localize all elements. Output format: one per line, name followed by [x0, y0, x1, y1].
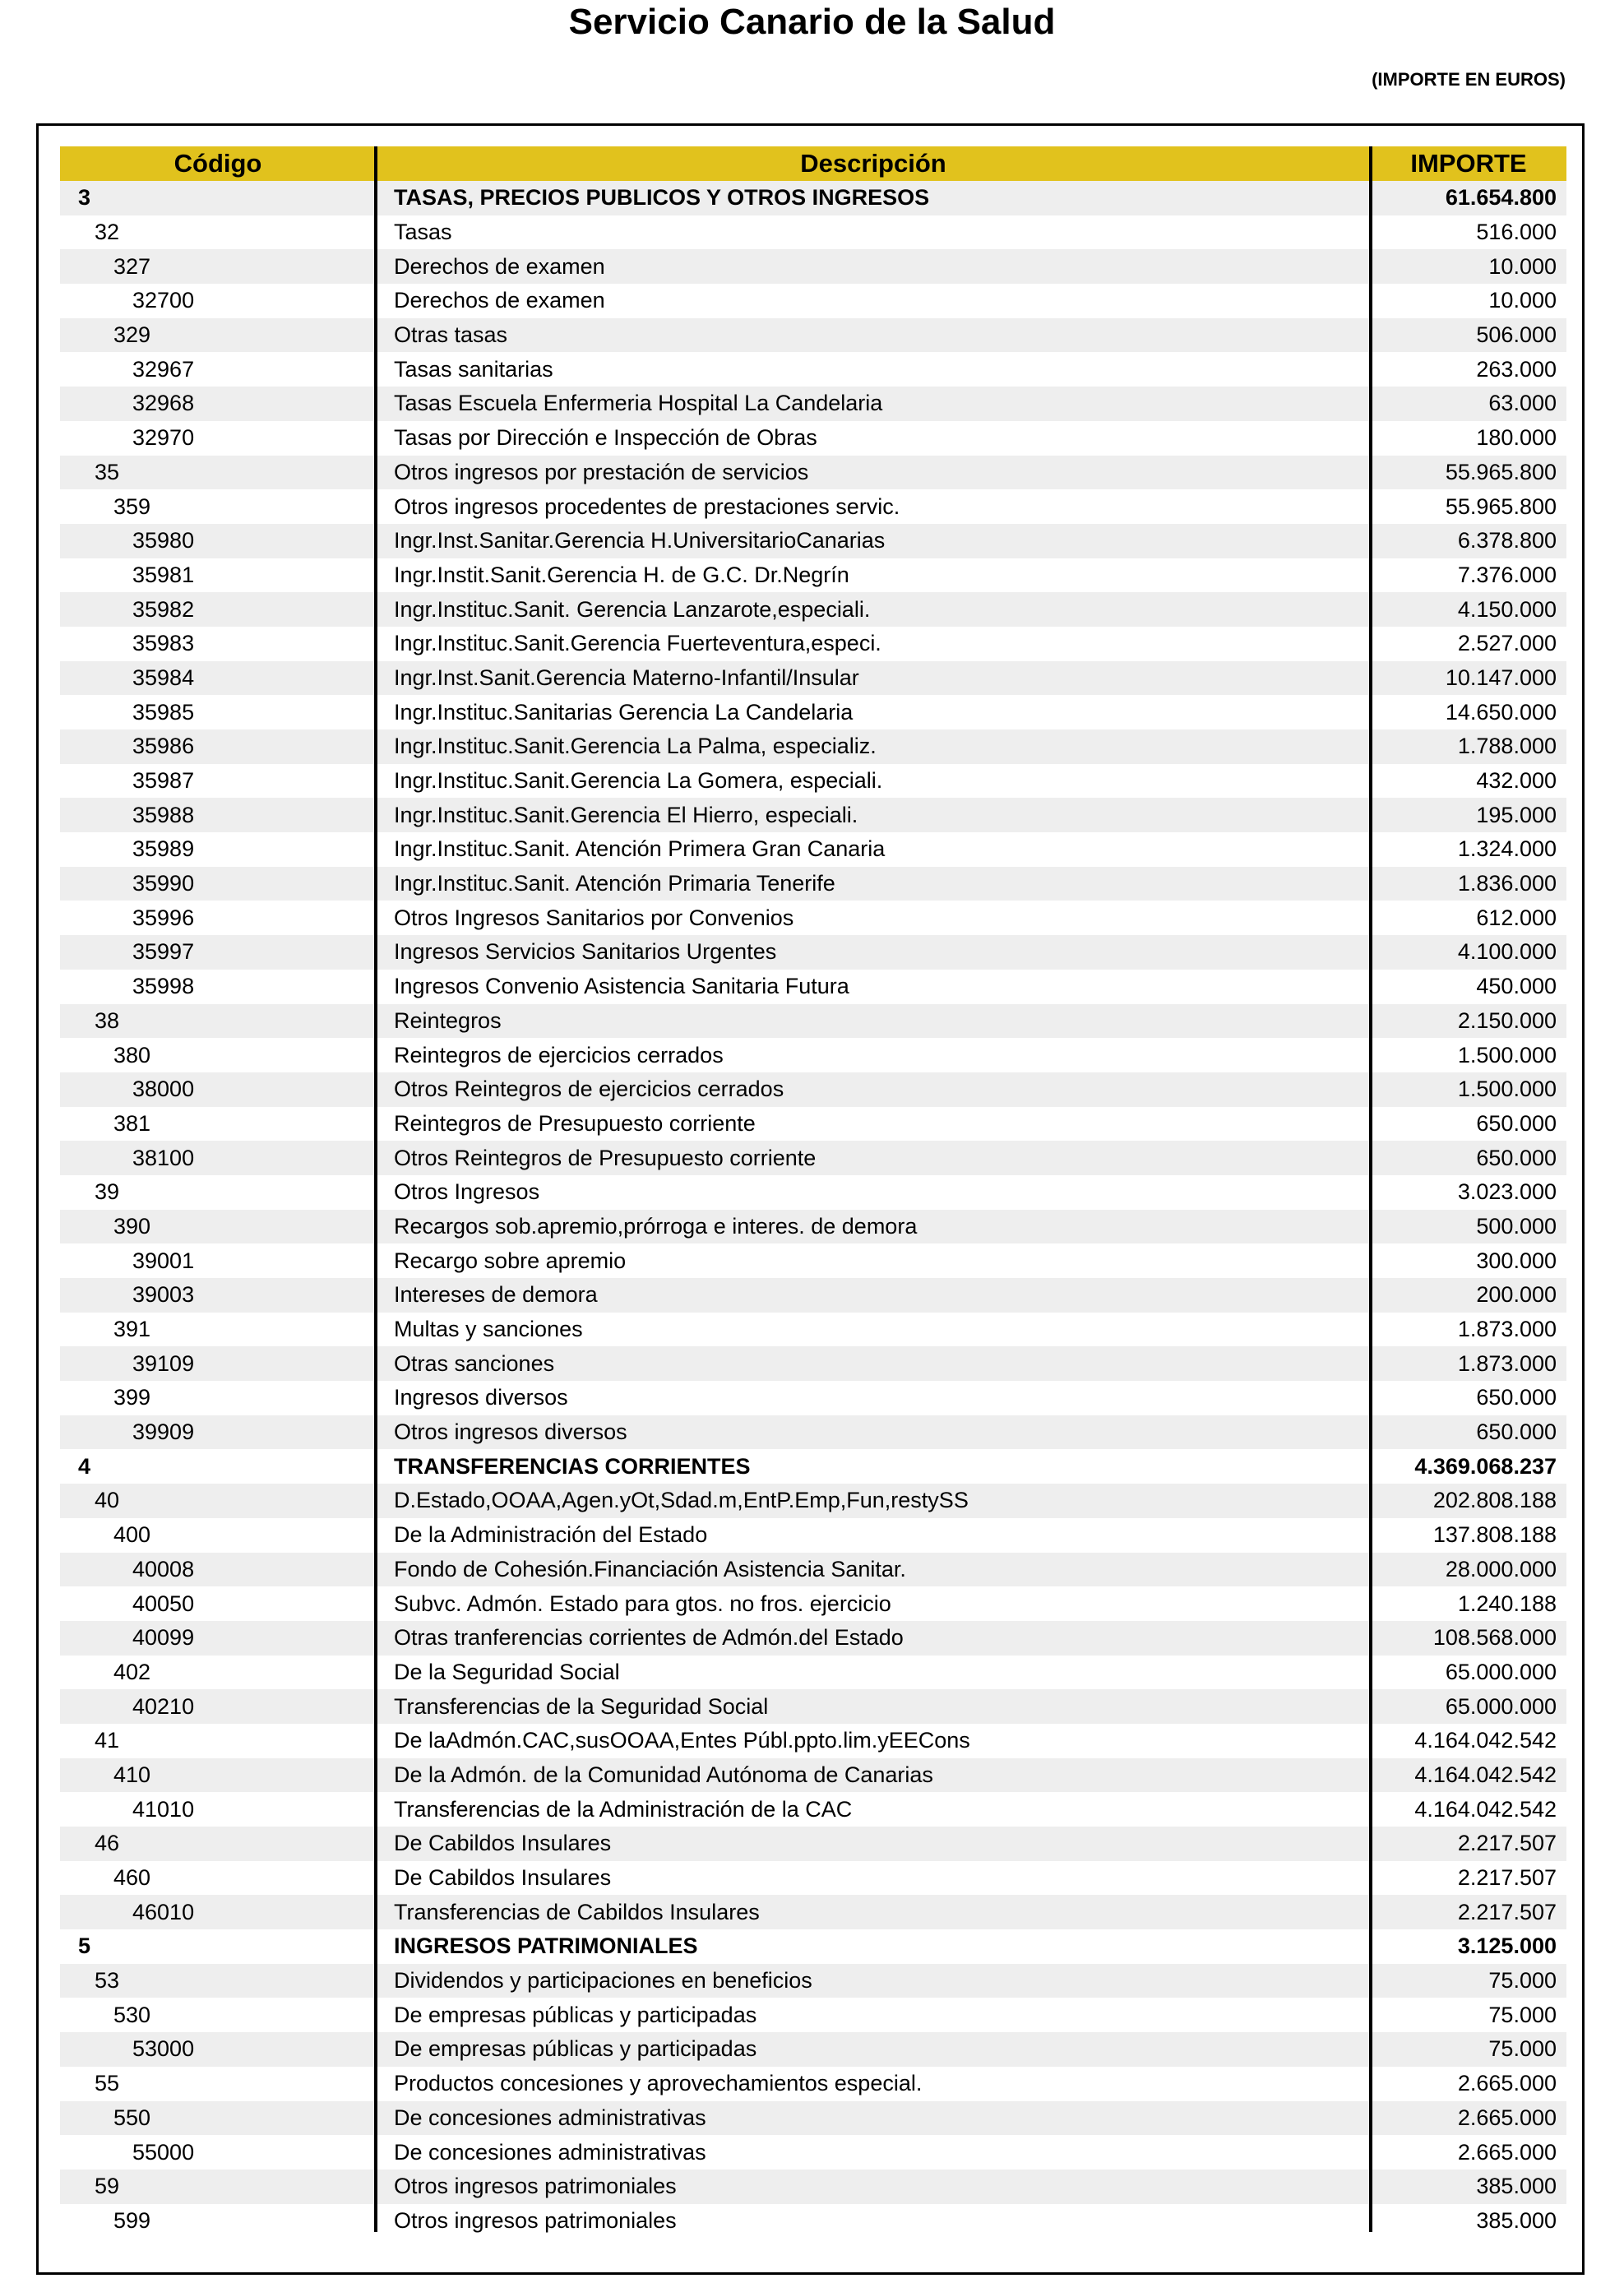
row-code: 3: [78, 185, 91, 211]
row-code: 41010: [132, 1796, 195, 1822]
table-row: [60, 1724, 1566, 1758]
table-row: [60, 1964, 1566, 1998]
row-code: 400: [113, 1522, 151, 1548]
row-description: Intereses de demora: [394, 1282, 598, 1308]
row-amount: 1.836.000: [1457, 871, 1557, 896]
row-code: 39003: [132, 1282, 195, 1308]
row-code: 35996: [132, 905, 195, 930]
row-description: Dividendos y participaciones en beneficios: [394, 1968, 812, 1994]
table-row: [60, 558, 1566, 593]
row-amount: 55.965.800: [1445, 459, 1557, 484]
table-row: [60, 1278, 1566, 1313]
row-description: Ingr.Instituc.Sanit.Gerencia Fuerteventura,especi.: [394, 631, 881, 656]
column-divider-2: [1369, 146, 1372, 2232]
row-amount: 75.000: [1488, 2002, 1557, 2027]
row-description: Otros ingresos patrimoniales: [394, 2207, 677, 2233]
row-amount: 75.000: [1488, 1968, 1557, 1994]
table-row: [60, 1586, 1566, 1621]
row-code: 35981: [132, 562, 195, 587]
row-description: Ingresos diversos: [394, 1385, 568, 1410]
row-code: 40: [95, 1488, 120, 1513]
row-description: Ingresos Convenio Asistencia Sanitaria Futura: [394, 974, 849, 999]
table-row: [60, 2067, 1566, 2101]
table-row: [60, 249, 1566, 284]
column-header-description: Descripción: [800, 149, 946, 178]
row-code: 38100: [132, 1145, 195, 1170]
row-description: Transferencias de Cabildos Insulares: [394, 1899, 760, 1924]
row-description: De Cabildos Insulares: [394, 1865, 612, 1891]
table-row: [60, 1792, 1566, 1827]
column-divider-1: [374, 146, 377, 2232]
row-amount: 4.164.042.542: [1414, 1728, 1557, 1753]
row-code: 35987: [132, 768, 195, 794]
row-amount: 650.000: [1476, 1385, 1557, 1410]
table-row: [60, 1210, 1566, 1244]
row-description: Derechos de examen: [394, 253, 605, 279]
row-code: 39109: [132, 1350, 195, 1376]
row-amount: 28.000.000: [1445, 1556, 1557, 1581]
table-row: [60, 2135, 1566, 2170]
row-description: Reintegros: [394, 1007, 502, 1033]
column-header-amount: IMPORTE: [1410, 149, 1527, 178]
row-amount: 2.150.000: [1457, 1007, 1557, 1033]
row-amount: 6.378.800: [1457, 528, 1557, 553]
row-description: Otros ingresos patrimoniales: [394, 2174, 677, 2199]
row-code: 40008: [132, 1556, 195, 1581]
row-amount: 2.217.507: [1457, 1865, 1557, 1891]
row-description: De la Seguridad Social: [394, 1659, 620, 1684]
row-description: Multas y sanciones: [394, 1317, 583, 1342]
table-row: [60, 798, 1566, 832]
row-description: Recargo sobre apremio: [394, 1248, 627, 1273]
row-description: Recargos sob.apremio,prórroga e interes. de demora: [394, 1213, 918, 1239]
table-row: [60, 1175, 1566, 1210]
row-code: 35984: [132, 665, 195, 690]
row-description: De concesiones administrativas: [394, 2139, 706, 2165]
row-description: INGRESOS PATRIMONIALES: [394, 1933, 698, 1959]
table-row: [60, 729, 1566, 764]
row-description: Ingr.Instituc.Sanit.Gerencia La Gomera, especiali.: [394, 768, 883, 794]
row-amount: 516.000: [1476, 220, 1557, 245]
row-code: 35998: [132, 974, 195, 999]
row-code: 55: [95, 2071, 120, 2096]
table-row: [60, 1827, 1566, 1861]
row-amount: 1.240.188: [1457, 1591, 1557, 1616]
row-code: 35985: [132, 699, 195, 725]
row-code: 35986: [132, 734, 195, 759]
row-amount: 202.808.188: [1432, 1488, 1557, 1513]
row-amount: 500.000: [1476, 1213, 1557, 1239]
row-amount: 506.000: [1476, 322, 1557, 348]
row-amount: 3.023.000: [1457, 1179, 1557, 1205]
page-title: Servicio Canario de la Salud: [568, 2, 1056, 42]
row-code: 399: [113, 1385, 151, 1410]
row-code: 39: [95, 1179, 120, 1205]
row-description: De la Admón. de la Comunidad Autónoma de Canarias: [394, 1762, 933, 1787]
row-code: 32970: [132, 425, 195, 451]
row-code: 359: [113, 493, 151, 519]
row-code: 5: [78, 1933, 91, 1959]
table-row: [60, 2101, 1566, 2136]
row-code: 53000: [132, 2036, 195, 2062]
column-header-code: Código: [174, 149, 262, 178]
row-code: 32967: [132, 356, 195, 382]
row-amount: 200.000: [1476, 1282, 1557, 1308]
table-row: [60, 832, 1566, 867]
row-code: 40099: [132, 1625, 195, 1651]
table-row: [60, 867, 1566, 901]
row-amount: 55.965.800: [1445, 493, 1557, 519]
table-row: [60, 1004, 1566, 1039]
row-amount: 195.000: [1476, 802, 1557, 827]
row-description: Ingr.Inst.Sanitar.Gerencia H.UniversitarioCanarias: [394, 528, 886, 553]
row-description: TRANSFERENCIAS CORRIENTES: [394, 1453, 751, 1479]
table-row: [60, 764, 1566, 799]
row-description: Subvc. Admón. Estado para gtos. no fros. ejercicio: [394, 1591, 891, 1616]
row-description: De empresas públicas y participadas: [394, 2036, 757, 2062]
row-description: Ingr.Instituc.Sanit. Atención Primera Gran Canaria: [394, 836, 886, 862]
row-code: 38000: [132, 1077, 195, 1102]
row-code: 35990: [132, 871, 195, 896]
row-amount: 263.000: [1476, 356, 1557, 382]
table-row: [60, 1313, 1566, 1347]
row-description: Transferencias de la Administración de la CAC: [394, 1796, 853, 1822]
row-description: Ingr.Instituc.Sanitarias Gerencia La Candelaria: [394, 699, 854, 725]
table-row: [60, 1415, 1566, 1450]
row-amount: 75.000: [1488, 2036, 1557, 2062]
row-amount: 432.000: [1476, 768, 1557, 794]
table-row: [60, 1998, 1566, 2032]
row-code: 55000: [132, 2139, 195, 2165]
table-header: [60, 146, 1566, 181]
row-amount: 180.000: [1476, 425, 1557, 451]
table-row: [60, 1518, 1566, 1553]
currency-note: (IMPORTE EN EUROS): [1372, 69, 1566, 90]
row-amount: 1.788.000: [1457, 734, 1557, 759]
row-amount: 385.000: [1476, 2207, 1557, 2233]
row-amount: 2.665.000: [1457, 2139, 1557, 2165]
row-code: 32: [95, 220, 120, 245]
table-row: [60, 1072, 1566, 1107]
row-amount: 300.000: [1476, 1248, 1557, 1273]
row-code: 327: [113, 253, 151, 279]
table-row: [60, 524, 1566, 558]
row-amount: 650.000: [1476, 1110, 1557, 1136]
table-row: [60, 489, 1566, 524]
row-amount: 650.000: [1476, 1419, 1557, 1445]
table-row: [60, 970, 1566, 1004]
row-amount: 2.665.000: [1457, 2105, 1557, 2130]
row-description: Otros Ingresos: [394, 1179, 540, 1205]
table-row: [60, 901, 1566, 935]
row-description: Ingr.Instituc.Sanit. Atención Primaria Tenerife: [394, 871, 835, 896]
row-description: Otros ingresos diversos: [394, 1419, 627, 1445]
row-amount: 10.147.000: [1445, 665, 1557, 690]
row-description: Otras tasas: [394, 322, 508, 348]
row-code: 35982: [132, 596, 195, 622]
table-row: [60, 1038, 1566, 1072]
row-code: 38: [95, 1007, 120, 1033]
row-amount: 4.100.000: [1457, 939, 1557, 965]
row-description: Reintegros de ejercicios cerrados: [394, 1042, 724, 1067]
row-code: 390: [113, 1213, 151, 1239]
table-row: [60, 1107, 1566, 1142]
table-row: [60, 2032, 1566, 2067]
row-amount: 61.654.800: [1445, 185, 1557, 211]
row-amount: 1.873.000: [1457, 1317, 1557, 1342]
row-code: 380: [113, 1042, 151, 1067]
table-row: [60, 935, 1566, 970]
row-code: 35: [95, 459, 120, 484]
table-row: [60, 1449, 1566, 1484]
row-code: 402: [113, 1659, 151, 1684]
row-amount: 4.150.000: [1457, 596, 1557, 622]
row-code: 550: [113, 2105, 151, 2130]
row-description: Ingr.Instituc.Sanit.Gerencia La Palma, especializ.: [394, 734, 877, 759]
row-code: 35988: [132, 802, 195, 827]
row-amount: 1.500.000: [1457, 1077, 1557, 1102]
row-description: Tasas por Dirección e Inspección de Obras: [394, 425, 817, 451]
row-amount: 10.000: [1488, 253, 1557, 279]
row-amount: 65.000.000: [1445, 1659, 1557, 1684]
row-code: 59: [95, 2174, 120, 2199]
row-amount: 650.000: [1476, 1145, 1557, 1170]
row-description: Ingr.Instituc.Sanit. Gerencia Lanzarote,especiali.: [394, 596, 871, 622]
row-description: D.Estado,OOAA,Agen.yOt,Sdad.m,EntP.Emp,Fun,restySS: [394, 1488, 969, 1513]
row-amount: 1.500.000: [1457, 1042, 1557, 1067]
table-row: [60, 1553, 1566, 1587]
table-row: [60, 1758, 1566, 1793]
row-description: De Cabildos Insulares: [394, 1831, 612, 1856]
table-row: [60, 284, 1566, 318]
table-row: [60, 1141, 1566, 1175]
row-code: 410: [113, 1762, 151, 1787]
row-amount: 385.000: [1476, 2174, 1557, 2199]
row-code: 35989: [132, 836, 195, 862]
table-row: [60, 2204, 1566, 2239]
row-code: 53: [95, 1968, 120, 1994]
table-row: [60, 1243, 1566, 1278]
row-description: Derechos de examen: [394, 288, 605, 313]
row-amount: 10.000: [1488, 288, 1557, 313]
row-amount: 3.125.000: [1457, 1933, 1557, 1959]
row-amount: 2.217.507: [1457, 1831, 1557, 1856]
table-row: [60, 1861, 1566, 1896]
row-code: 46010: [132, 1899, 195, 1924]
row-description: Fondo de Cohesión.Financiación Asistencia Sanitar.: [394, 1556, 906, 1581]
row-amount: 63.000: [1488, 391, 1557, 416]
budget-table: [60, 146, 1566, 2238]
table-row: [60, 627, 1566, 661]
table-row: [60, 1689, 1566, 1724]
row-description: Ingr.Inst.Sanit.Gerencia Materno-Infantil/Insular: [394, 665, 859, 690]
row-code: 4: [78, 1453, 91, 1479]
row-code: 35980: [132, 528, 195, 553]
row-code: 32968: [132, 391, 195, 416]
table-row: [60, 592, 1566, 627]
row-description: De empresas públicas y participadas: [394, 2002, 757, 2027]
row-code: 46: [95, 1831, 120, 1856]
row-description: Ingr.Instit.Sanit.Gerencia H. de G.C. Dr.Negrín: [394, 562, 849, 587]
row-code: 39909: [132, 1419, 195, 1445]
row-description: Tasas Escuela Enfermeria Hospital La Candelaria: [394, 391, 883, 416]
table-row: [60, 387, 1566, 421]
row-description: Otros ingresos procedentes de prestaciones servic.: [394, 493, 900, 519]
row-amount: 14.650.000: [1445, 699, 1557, 725]
row-description: Productos concesiones y aprovechamientos especial.: [394, 2071, 923, 2096]
row-description: Otros Reintegros de Presupuesto corriente: [394, 1145, 817, 1170]
row-description: Ingr.Instituc.Sanit.Gerencia El Hierro, especiali.: [394, 802, 858, 827]
row-amount: 108.568.000: [1432, 1625, 1557, 1651]
row-code: 460: [113, 1865, 151, 1891]
table-row: [60, 695, 1566, 729]
table-row: [60, 1656, 1566, 1690]
row-description: Otros Reintegros de ejercicios cerrados: [394, 1077, 784, 1102]
row-amount: 65.000.000: [1445, 1693, 1557, 1719]
table-row: [60, 2170, 1566, 2204]
row-amount: 2.527.000: [1457, 631, 1557, 656]
row-code: 40210: [132, 1693, 195, 1719]
table-row: [60, 1895, 1566, 1929]
row-description: Otras tranferencias corrientes de Admón.del Estado: [394, 1625, 904, 1651]
table-row: [60, 1381, 1566, 1415]
row-description: TASAS, PRECIOS PUBLICOS Y OTROS INGRESOS: [394, 185, 930, 211]
row-amount: 2.217.507: [1457, 1899, 1557, 1924]
table-row: [60, 456, 1566, 490]
row-description: Ingresos Servicios Sanitarios Urgentes: [394, 939, 777, 965]
row-code: 35997: [132, 939, 195, 965]
table-row: [60, 1621, 1566, 1656]
row-description: De laAdmón.CAC,susOOAA,Entes Públ.ppto.lim.yEECons: [394, 1728, 970, 1753]
table-body: [60, 181, 1566, 2238]
row-amount: 7.376.000: [1457, 562, 1557, 587]
row-amount: 1.873.000: [1457, 1350, 1557, 1376]
row-code: 40050: [132, 1591, 195, 1616]
row-code: 32700: [132, 288, 195, 313]
row-amount: 4.164.042.542: [1414, 1796, 1557, 1822]
row-code: 530: [113, 2002, 151, 2027]
row-amount: 4.369.068.237: [1414, 1453, 1557, 1479]
row-description: Reintegros de Presupuesto corriente: [394, 1110, 756, 1136]
row-description: Otras sanciones: [394, 1350, 555, 1376]
row-code: 599: [113, 2207, 151, 2233]
row-description: Tasas: [394, 220, 452, 245]
row-amount: 137.808.188: [1432, 1522, 1557, 1548]
row-code: 39001: [132, 1248, 195, 1273]
row-code: 381: [113, 1110, 151, 1136]
row-code: 41: [95, 1728, 120, 1753]
table-row: [60, 661, 1566, 696]
row-code: 391: [113, 1317, 151, 1342]
table-row: [60, 352, 1566, 387]
row-amount: 1.324.000: [1457, 836, 1557, 862]
table-row: [60, 181, 1566, 215]
table-row: [60, 318, 1566, 353]
table-row: [60, 1484, 1566, 1518]
row-description: De la Administración del Estado: [394, 1522, 708, 1548]
table-row: [60, 1346, 1566, 1381]
row-amount: 2.665.000: [1457, 2071, 1557, 2096]
row-description: De concesiones administrativas: [394, 2105, 706, 2130]
table-row: [60, 1929, 1566, 1964]
table-row: [60, 421, 1566, 456]
row-amount: 4.164.042.542: [1414, 1762, 1557, 1787]
row-description: Otros Ingresos Sanitarios por Convenios: [394, 905, 794, 930]
row-code: 35983: [132, 631, 195, 656]
row-amount: 450.000: [1476, 974, 1557, 999]
row-amount: 612.000: [1476, 905, 1557, 930]
row-code: 329: [113, 322, 151, 348]
row-description: Otros ingresos por prestación de servicios: [394, 459, 809, 484]
table-row: [60, 215, 1566, 250]
row-description: Transferencias de la Seguridad Social: [394, 1693, 769, 1719]
row-description: Tasas sanitarias: [394, 356, 553, 382]
